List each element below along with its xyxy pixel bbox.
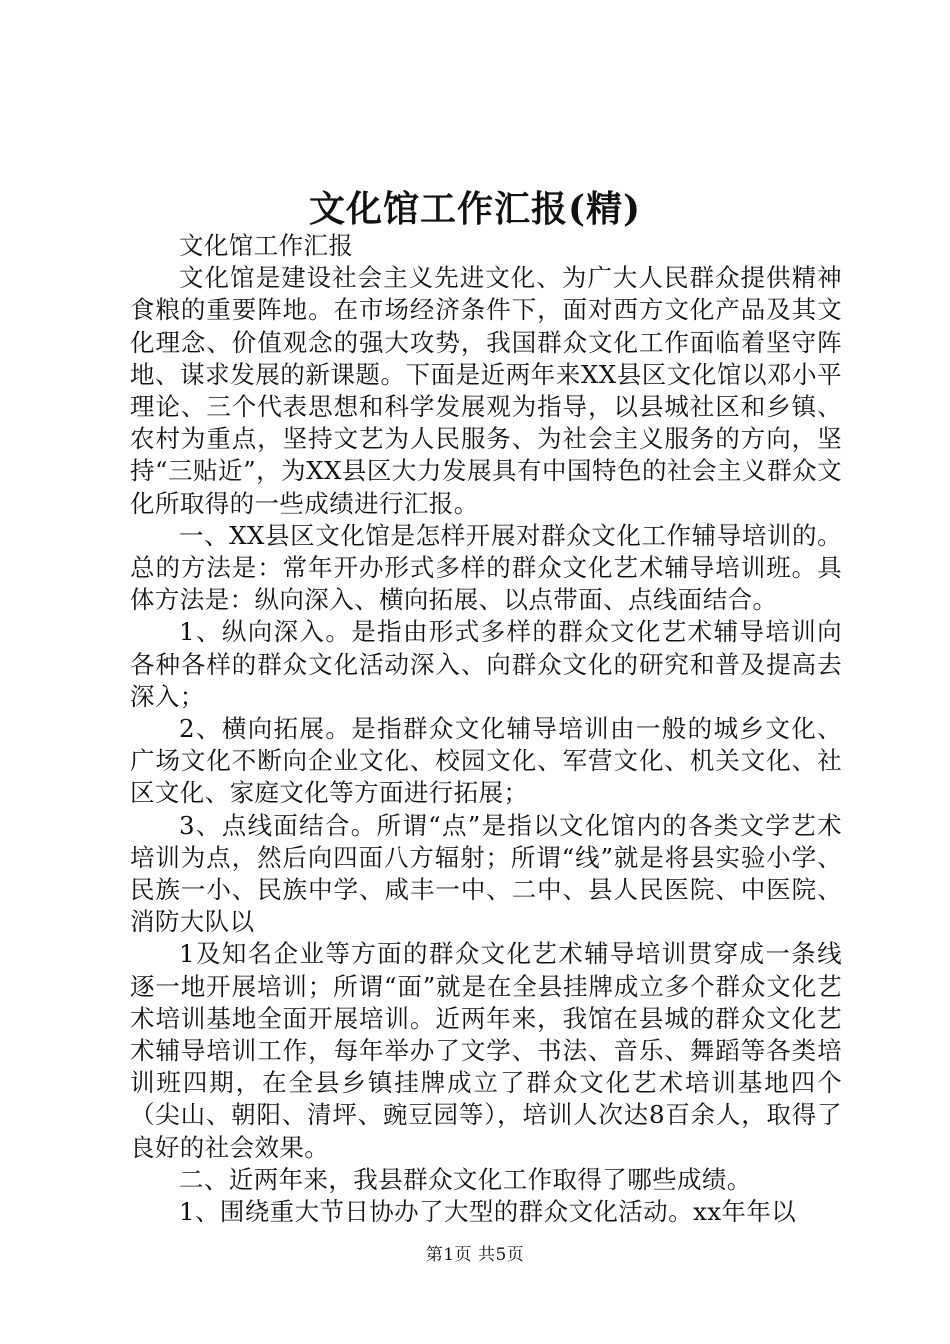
paragraph-section-two-item-one: 1、围绕重大节日协办了大型的群众文化活动。xx年年以 (179, 1197, 797, 1227)
document-body (130, 230, 842, 1228)
paragraph-section-two: 二、近两年来，我县群众文化工作取得了哪些成绩。 (179, 1164, 752, 1194)
paragraph-section-one: 一、XX县区文化馆是怎样开展对群众文化工作辅导培训的。总的方法是：常年开办形式多样的群众文化艺术辅导培训班。具体方法是：纵向深入、横向拓展、以点带面、点线面结合。 (130, 520, 842, 615)
paragraph-subtitle: 文化馆工作汇报 (179, 231, 354, 260)
paragraph-item-three-continued: 1及知名企业等方面的群众文化艺术辅导培训贯穿成一条线逐一地开展培训；所谓“面”就是在全县挂牌成立多个群众文化艺术培训基地全面开展培训。近两年来，我馆在县城的群众文化艺术辅导培训工作，每年举办了文学、书法、音乐、舞蹈等各类培训班四期，在全县乡镇挂牌成立了群众文化艺术培训基地四个（尖山、朝阳、清坪、豌豆园等），培训人次达8百余人，取得了良好的社会效果。 (130, 939, 842, 1162)
paragraph-item-two: 2、横向拓展。是指群众文化辅导培训由一般的城乡文化、广场文化不断向企业文化、校园文化、军营文化、机关文化、社区文化、家庭文化等方面进行拓展； (130, 714, 842, 808)
page-number-footer: 第1页 共5页 (425, 1245, 525, 1265)
paragraph-item-one: 1、纵向深入。是指由形式多样的群众文化艺术辅导培训向各种各样的群众文化活动深入、向群众文化的研究和普及提高去深入； (130, 617, 842, 711)
document-title: 文化馆工作汇报(精) (308, 188, 642, 230)
paragraph-intro: 文化馆是建设社会主义先进文化、为广大人民群众提供精神食粮的重要阵地。在市场经济条件下，面对西方文化产品及其文化理念、价值观念的强大攻势，我国群众文化工作面临着坚守阵地、谋求发展的新课题。下面是近两年来XX县区文化馆以邓小平理论、三个代表思想和科学发展观为指导，以县城社区和乡镇、农村为重点，坚持文艺为人民服务、为社会主义服务的方向，坚持“三贴近”，为XX县区大力发展具有中国特色的社会主义群众文化所取得的一些成绩进行汇报。 (130, 263, 842, 518)
paragraph-item-three: 3、点线面结合。所谓“点”是指以文化馆内的各类文学艺术培训为点，然后向四面八方辐射；所谓“线”就是将县实验小学、民族一小、民族中学、咸丰一中、二中、县人民医院、中医院、消防大队以 (130, 810, 842, 937)
